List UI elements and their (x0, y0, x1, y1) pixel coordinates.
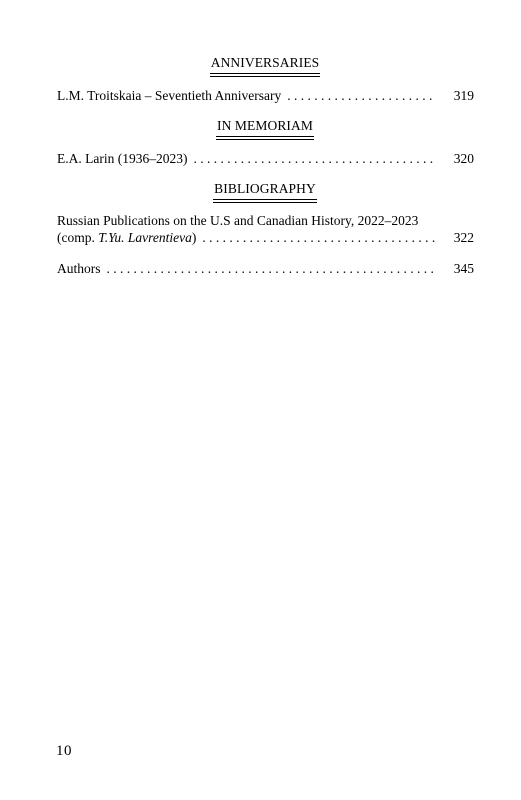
section-heading-text: BIBLIOGRAPHY (213, 181, 317, 203)
dot-leader (193, 150, 436, 167)
toc-entry-title: E.A. Larin (1936–2023) (57, 151, 188, 166)
compiler-prefix: (comp. (57, 230, 99, 245)
toc-entry-page: 319 (453, 88, 474, 103)
section-heading-in-memoriam (0, 118, 521, 140)
toc-entry-title: L.M. Troitskaia – Seventieth Anniversary (57, 88, 282, 103)
toc-entry[interactable] (57, 87, 474, 104)
toc-entry[interactable] (57, 212, 474, 246)
page-number: 10 (56, 743, 72, 759)
section-heading-text: ANNIVERSARIES (210, 55, 321, 77)
toc-entry-authors[interactable] (57, 260, 474, 277)
toc-entry-page: 345 (453, 261, 474, 276)
toc-entry-page: 322 (453, 230, 474, 245)
toc-entry-title: Authors (57, 261, 101, 276)
section-heading-anniversaries (0, 55, 521, 77)
toc-entry-compiler (57, 229, 196, 246)
section-heading-bibliography (0, 181, 521, 203)
dot-leader (287, 87, 436, 104)
compiler-suffix: ) (191, 230, 197, 245)
toc-entry-page: 320 (453, 151, 474, 166)
dot-leader (107, 260, 437, 277)
toc-entry[interactable] (57, 150, 474, 167)
section-heading-text: IN MEMORIAM (216, 118, 314, 140)
compiler-name: T.Yu. Lavrentieva (98, 230, 192, 245)
toc-entry-title: Russian Publications on the U.S and Canadian History, 2022–2023 (57, 213, 419, 228)
dot-leader (202, 229, 436, 246)
